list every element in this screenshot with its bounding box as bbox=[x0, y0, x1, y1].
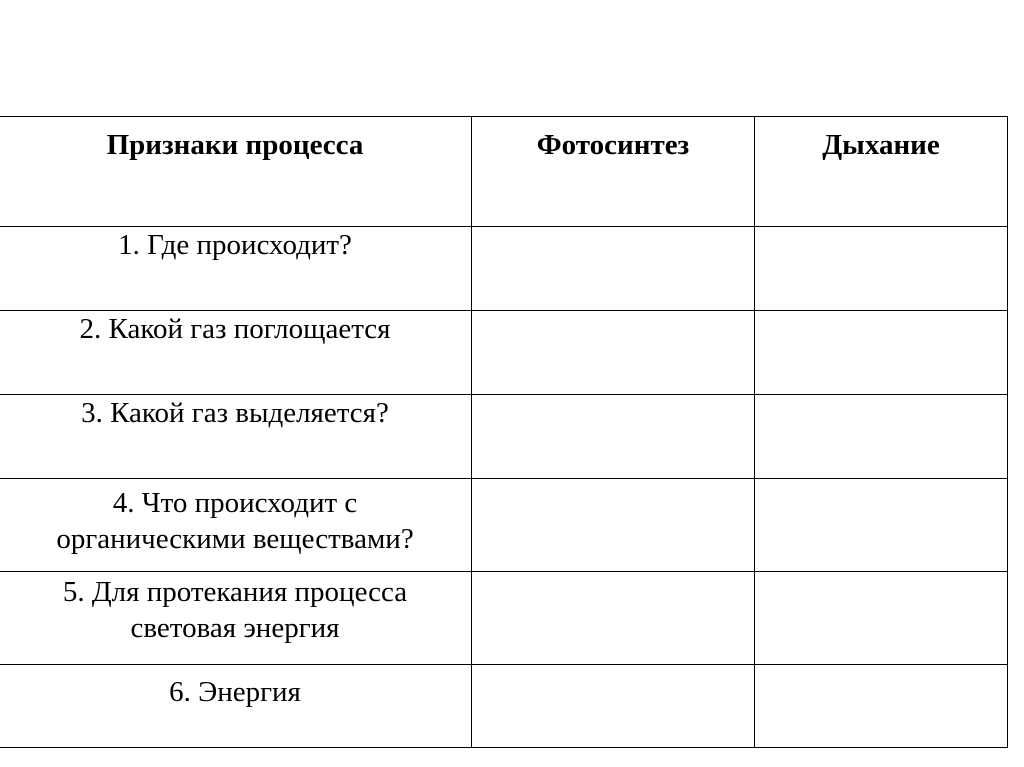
table-row bbox=[0, 227, 1008, 311]
respiration-answer-cell[interactable] bbox=[755, 395, 1008, 479]
comparison-table bbox=[0, 116, 1008, 748]
respiration-answer-cell[interactable] bbox=[755, 227, 1008, 311]
question-cell: 3. Какой газ выделяется? bbox=[0, 395, 472, 479]
question-line: 4. Что происходит с bbox=[112, 487, 358, 519]
question-cell bbox=[0, 479, 472, 572]
photosynthesis-answer-cell[interactable] bbox=[472, 311, 755, 395]
question-line: органическими веществами? bbox=[56, 523, 414, 555]
table-row bbox=[0, 311, 1008, 395]
header-process-features: Признаки процесса bbox=[0, 117, 472, 227]
question-cell: 1. Где происходит? bbox=[0, 227, 472, 311]
respiration-answer-cell[interactable] bbox=[755, 572, 1008, 665]
photosynthesis-answer-cell[interactable] bbox=[472, 665, 755, 748]
question-cell bbox=[0, 572, 472, 665]
table-row bbox=[0, 479, 1008, 572]
table-header-row bbox=[0, 117, 1008, 227]
question-line: 5. Для протекания процесса bbox=[62, 576, 408, 608]
question-cell: 2. Какой газ поглощается bbox=[0, 311, 472, 395]
respiration-answer-cell[interactable] bbox=[755, 665, 1008, 748]
question-line: световая энергия bbox=[130, 612, 340, 644]
photosynthesis-answer-cell[interactable] bbox=[472, 227, 755, 311]
header-respiration: Дыхание bbox=[755, 117, 1008, 227]
photosynthesis-answer-cell[interactable] bbox=[472, 395, 755, 479]
photosynthesis-answer-cell[interactable] bbox=[472, 572, 755, 665]
photosynthesis-answer-cell[interactable] bbox=[472, 479, 755, 572]
table-row bbox=[0, 395, 1008, 479]
respiration-answer-cell[interactable] bbox=[755, 479, 1008, 572]
table-row bbox=[0, 665, 1008, 748]
header-photosynthesis: Фотосинтез bbox=[472, 117, 755, 227]
respiration-answer-cell[interactable] bbox=[755, 311, 1008, 395]
table-row bbox=[0, 572, 1008, 665]
question-cell: 6. Энергия bbox=[0, 665, 472, 748]
